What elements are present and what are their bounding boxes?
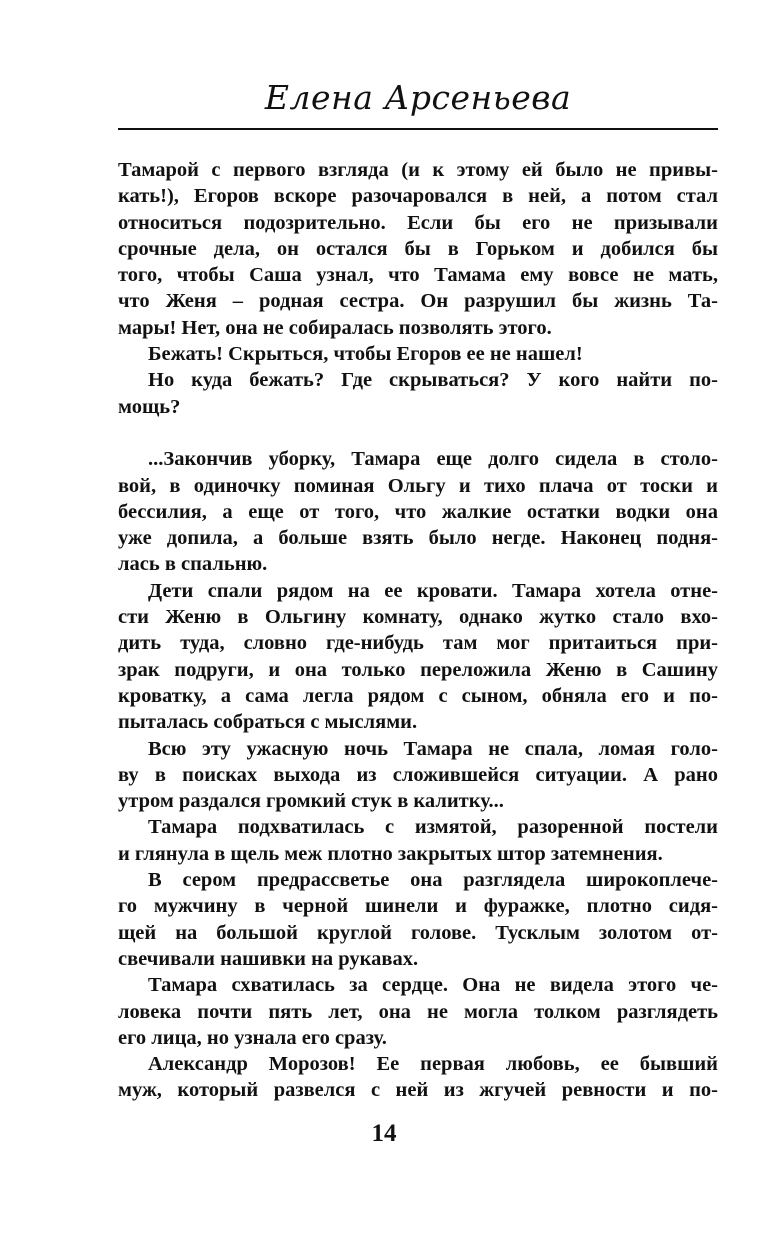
text-line: кать!), Егоров вскоре разочаровался в ней, а потом стал bbox=[118, 185, 718, 208]
text-line: срочные дела, он остался бы в Горьком и добился бы bbox=[118, 237, 718, 260]
text-line: сти Женю в Ольгину комнату, однако жутко стало вхо- bbox=[118, 606, 718, 629]
text-line: Но куда бежать? Где скрываться? У кого найти по- bbox=[148, 369, 718, 392]
text-line: свечивали нашивки на рукавах. bbox=[118, 947, 419, 970]
text-line: В сером предрассветье она разглядела широкоплече- bbox=[148, 869, 718, 892]
text-line: муж, который развелся с ней из жгучей ревности и по- bbox=[118, 1079, 718, 1102]
text-line: Тамарой с первого взгляда (и к этому ей было не привы- bbox=[118, 159, 718, 181]
paragraph bbox=[118, 341, 718, 367]
paragraph bbox=[118, 736, 718, 815]
text-line: дить туда, словно где-нибудь там мог притаиться при- bbox=[118, 632, 718, 655]
text-line: того, чтобы Саша узнал, что Тамама ему вовсе не мать, bbox=[118, 264, 718, 287]
header-rule bbox=[118, 128, 718, 130]
text-line: Александр Морозов! Ее первая любовь, ее бывший bbox=[148, 1053, 718, 1076]
text-line: кроватку, а сама легла рядом с сыном, обняла его и по- bbox=[118, 684, 718, 707]
paragraph bbox=[118, 814, 718, 867]
text-line: Бежать! Скрыться, чтобы Егоров ее не нашел! bbox=[148, 343, 583, 366]
text-line: Дети спали рядом на ее кровати. Тамара хотела отне- bbox=[148, 579, 718, 602]
text-line: его лица, но узнала его сразу. bbox=[118, 1026, 387, 1049]
text-line: бессилия, а еще от того, что жалкие остатки водки она bbox=[118, 500, 718, 523]
section-break bbox=[118, 420, 718, 446]
text-line: уже допила, а больше взять было негде. Наконец подня- bbox=[118, 527, 718, 550]
text-line: Тамара подхватилась с измятой, разоренной постели bbox=[148, 816, 718, 839]
text-line: Всю эту ужасную ночь Тамара не спала, ломая голо- bbox=[148, 737, 718, 760]
paragraph bbox=[118, 446, 718, 577]
paragraph bbox=[118, 367, 718, 420]
text-line: вой, в одиночку поминая Ольгу и тихо плача от тоски и bbox=[118, 474, 718, 497]
text-line: зрак подруги, и она только переложила Женю в Сашину bbox=[118, 658, 718, 681]
text-line: относиться подозрительно. Если бы его не призывали bbox=[118, 211, 718, 234]
text-line: лась в спальню. bbox=[118, 553, 268, 576]
text-line: мощь? bbox=[118, 395, 181, 418]
running-header-author: Елена Арсеньева bbox=[264, 78, 572, 117]
text-line: ...Закончив уборку, Тамара еще долго сидела в столо- bbox=[148, 448, 718, 471]
text-line: ловека почти пять лет, она не могла толком разглядеть bbox=[118, 1000, 718, 1023]
paragraph bbox=[118, 157, 718, 341]
text-line: что Женя – родная сестра. Он разрушил бы жизнь Та- bbox=[118, 290, 718, 313]
text-line: мары! Нет, она не собиралась позволять этого. bbox=[118, 316, 552, 339]
text-line: и глянула в щель меж плотно закрытых штор затемнения. bbox=[118, 842, 663, 865]
text-line: щей на большой круглой голове. Тусклым золотом от- bbox=[118, 921, 718, 944]
text-line: Тамара схватилась за сердце. Она не видела этого че- bbox=[148, 974, 718, 997]
page-number: 14 bbox=[371, 1120, 397, 1147]
text-line: утром раздался громкий стук в калитку... bbox=[118, 790, 504, 813]
paragraph bbox=[118, 1051, 718, 1104]
paragraph bbox=[118, 972, 718, 1051]
text-line: ву в поисках выхода из сложившейся ситуации. А рано bbox=[118, 763, 718, 786]
paragraph bbox=[118, 578, 718, 736]
text-line: го мужчину в черной шинели и фуражке, плотно сидя- bbox=[118, 895, 718, 918]
paragraph bbox=[118, 867, 718, 972]
page-body-text bbox=[118, 157, 718, 1104]
text-line: пыталась собраться с мыслями. bbox=[118, 711, 418, 734]
